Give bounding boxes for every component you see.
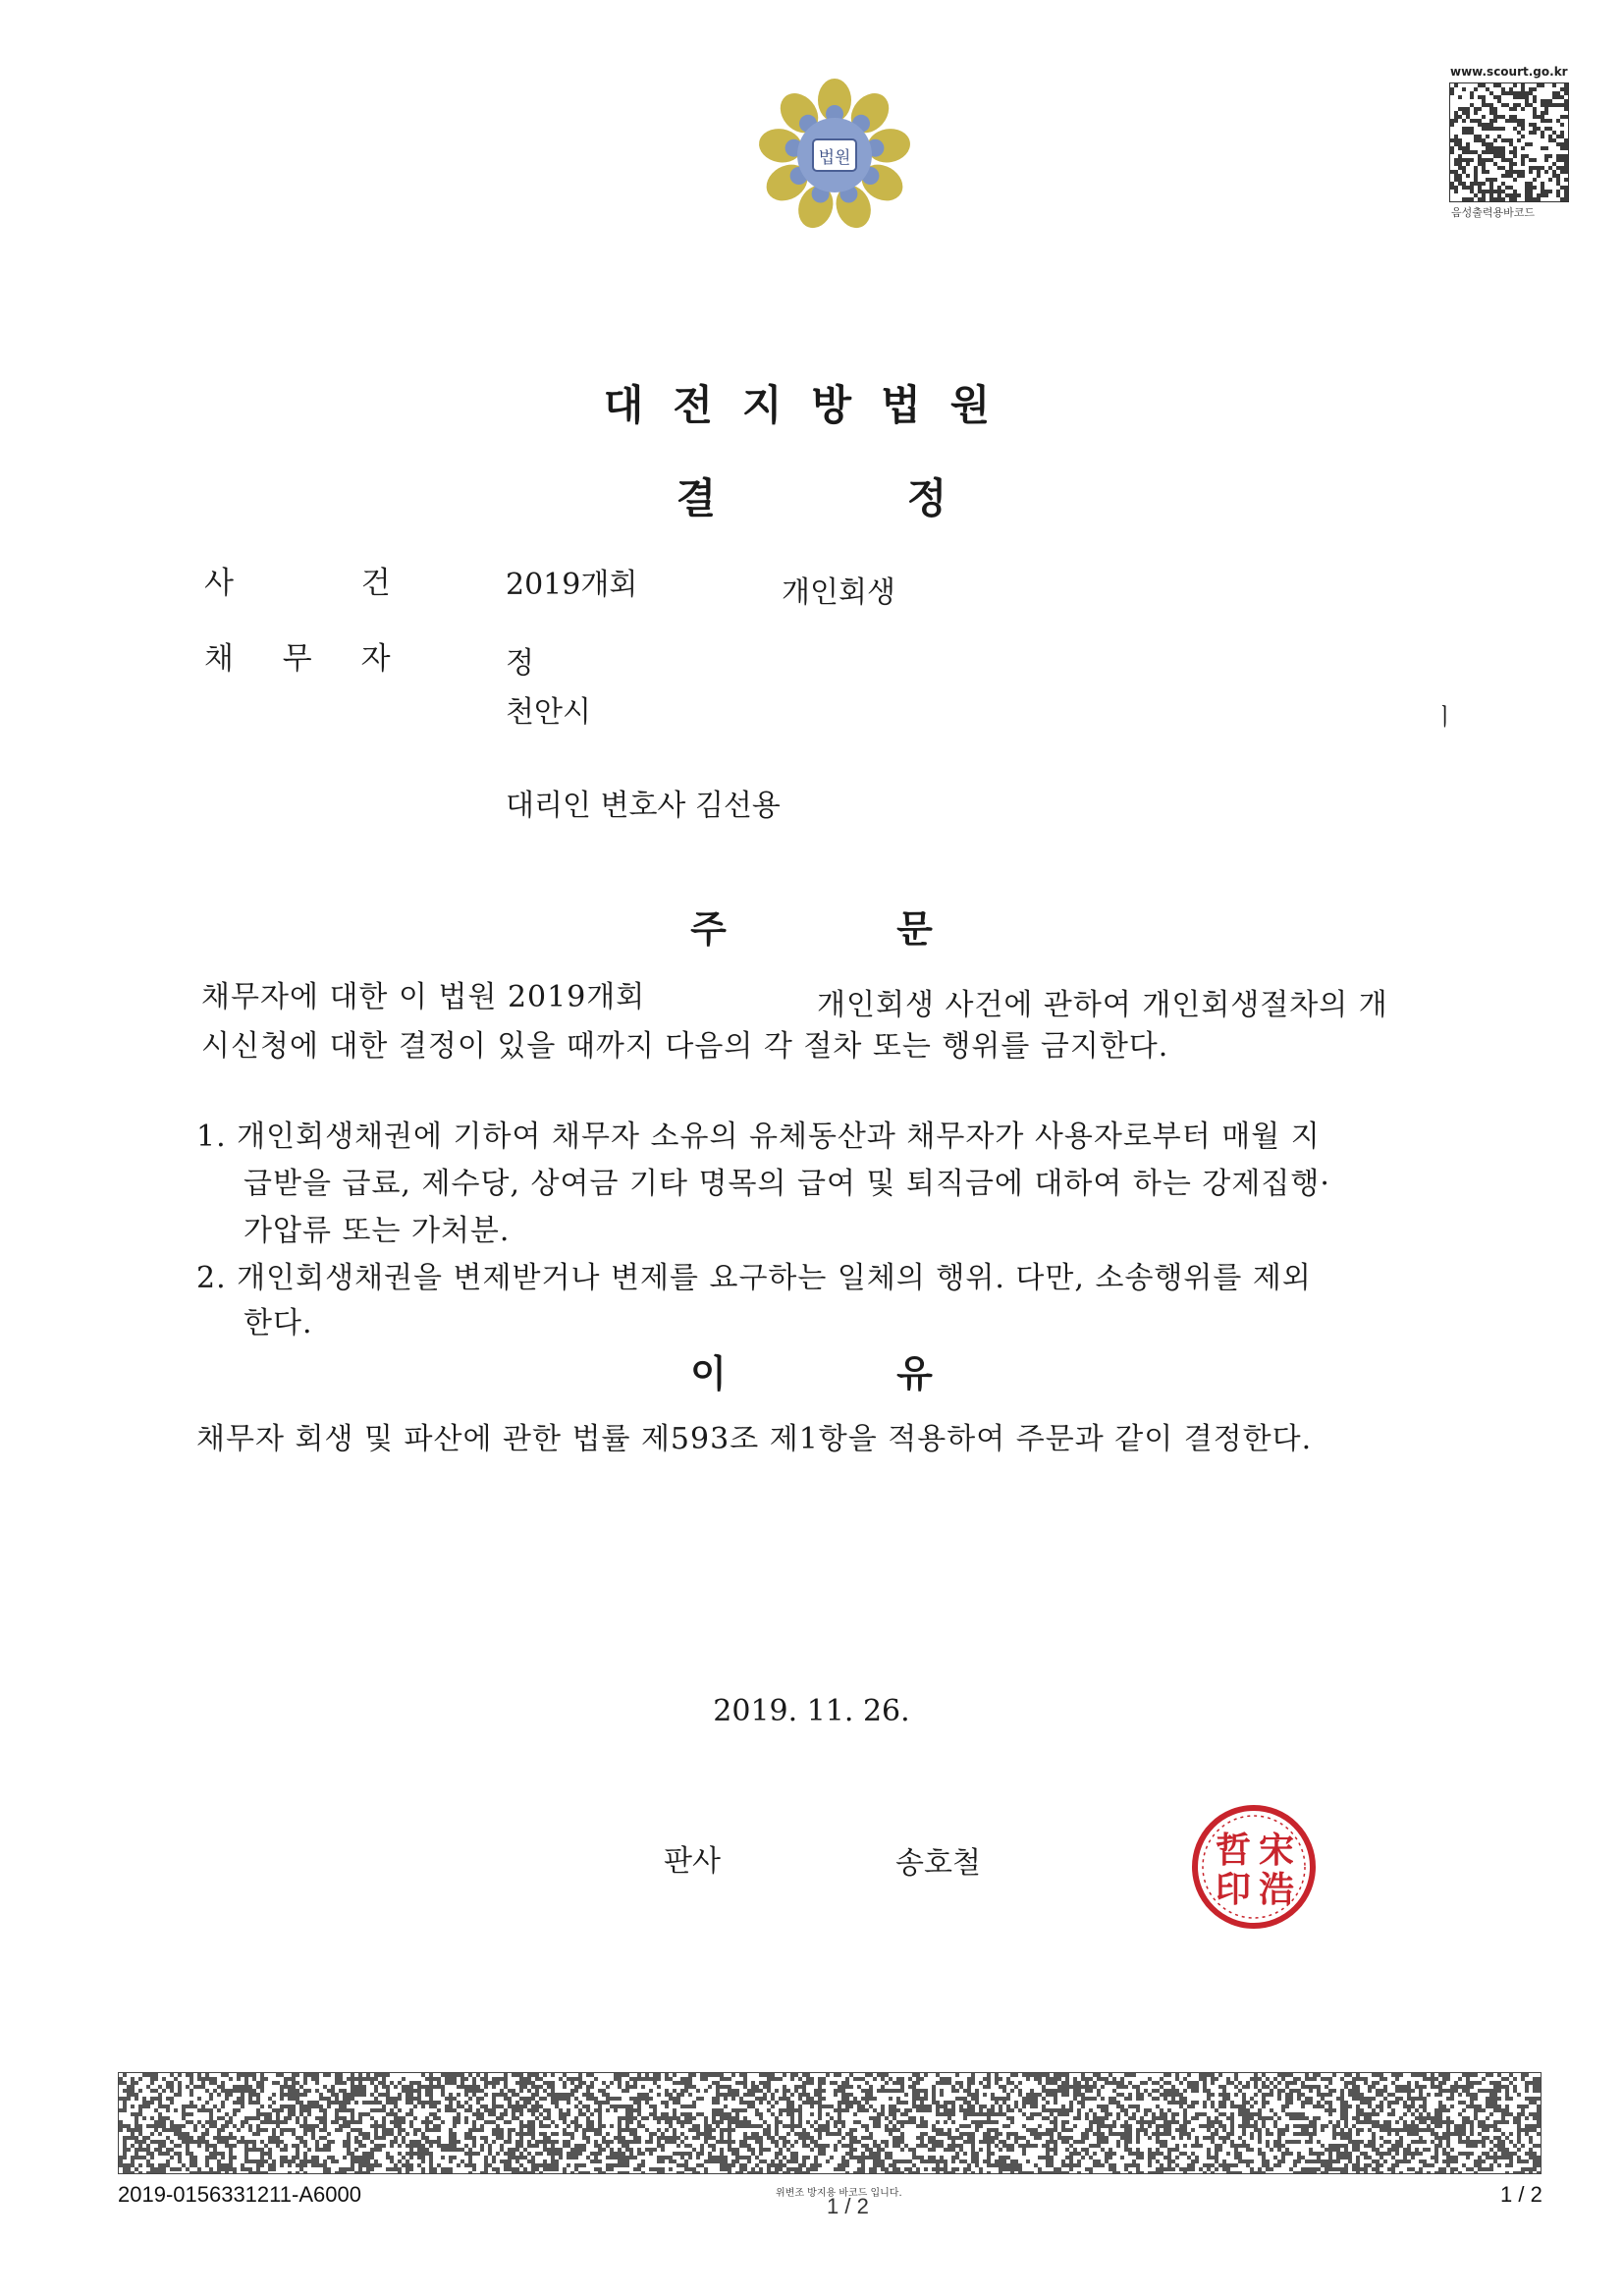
qr-caption: 음성출력용바코드 [1451, 206, 1536, 219]
court-emblem [756, 77, 913, 234]
reason-text: 채무자 회생 및 파산에 관한 법률 제593조 제1항을 적용하여 주문과 같이 결정한다. [196, 1422, 1313, 1456]
order-item1-line1: 1. 개인회생채권에 기하여 채무자 소유의 유체동산과 채무자가 사용자로부터 매월 지 [196, 1120, 1321, 1154]
seal-char-2: 浩 [1258, 1869, 1295, 1910]
document-code: 2019-0156331211-A6000 [118, 2182, 361, 2207]
order-item2-line1: 2. 개인회생채권을 변제받거나 변제를 요구하는 일체의 행위. 다만, 소송행위를 제외 [196, 1261, 1312, 1295]
court-name: 대전지방법원 [603, 381, 1020, 429]
debtor-name: 정 [506, 646, 534, 681]
qr-url: www.scourt.go.kr [1450, 65, 1568, 79]
order-intro-line1-a: 채무자에 대한 이 법원 2019개회 [201, 980, 646, 1014]
seal-icon [1190, 1803, 1318, 1931]
judge-name: 송호철 [895, 1846, 981, 1881]
case-number: 2019개회 [506, 568, 638, 602]
debtor-address: 천안시 [506, 695, 591, 730]
order-heading: 주 문 [690, 907, 933, 951]
qr-code-icon [1450, 83, 1568, 201]
order-intro-line1-b: 개인회생 사건에 관하여 개인회생절차의 개 [817, 988, 1388, 1022]
page-number-center: 1 / 2 [827, 2194, 869, 2218]
debtor-address-end: ㅣ [1434, 703, 1457, 731]
voice-qr-code [1449, 82, 1569, 202]
page-number-right: 1 / 2 [1500, 2182, 1542, 2207]
anti-forgery-barcode [118, 2072, 1542, 2174]
emblem-text: 법원 [818, 148, 851, 168]
order-intro-line2: 시신청에 대한 결정이 있을 때까지 다음의 각 절차 또는 행위를 금지한다. [201, 1029, 1169, 1064]
document-title: 결 정 [676, 474, 947, 522]
barcode-icon [119, 2073, 1541, 2173]
order-item1-line2: 급받을 급료, 제수당, 상여금 기타 명목의 급여 및 퇴직금에 대하여 하는 강제집행· [243, 1167, 1330, 1201]
seal-char-3: 哲 [1215, 1830, 1252, 1871]
judge-title: 판사 [664, 1844, 721, 1879]
seal-char-1: 宋 [1258, 1830, 1295, 1871]
reason-heading: 이 유 [690, 1352, 933, 1395]
judge-seal [1190, 1803, 1318, 1931]
seal-char-4: 印 [1215, 1869, 1252, 1910]
order-item2-line2: 한다. [243, 1306, 313, 1340]
debtor-label: 채 무 자 [204, 641, 391, 677]
case-type: 개인회생 [782, 575, 895, 610]
barcode-note: 위변조 방지용 바코드 입니다. [776, 2188, 902, 2199]
court-emblem-icon [756, 77, 913, 234]
debtor-agent: 대리인 변호사 김선용 [506, 789, 781, 823]
order-item1-line3: 가압류 또는 가처분. [243, 1214, 511, 1248]
case-label: 사 건 [204, 566, 391, 601]
decision-date: 2019. 11. 26. [713, 1694, 910, 1728]
